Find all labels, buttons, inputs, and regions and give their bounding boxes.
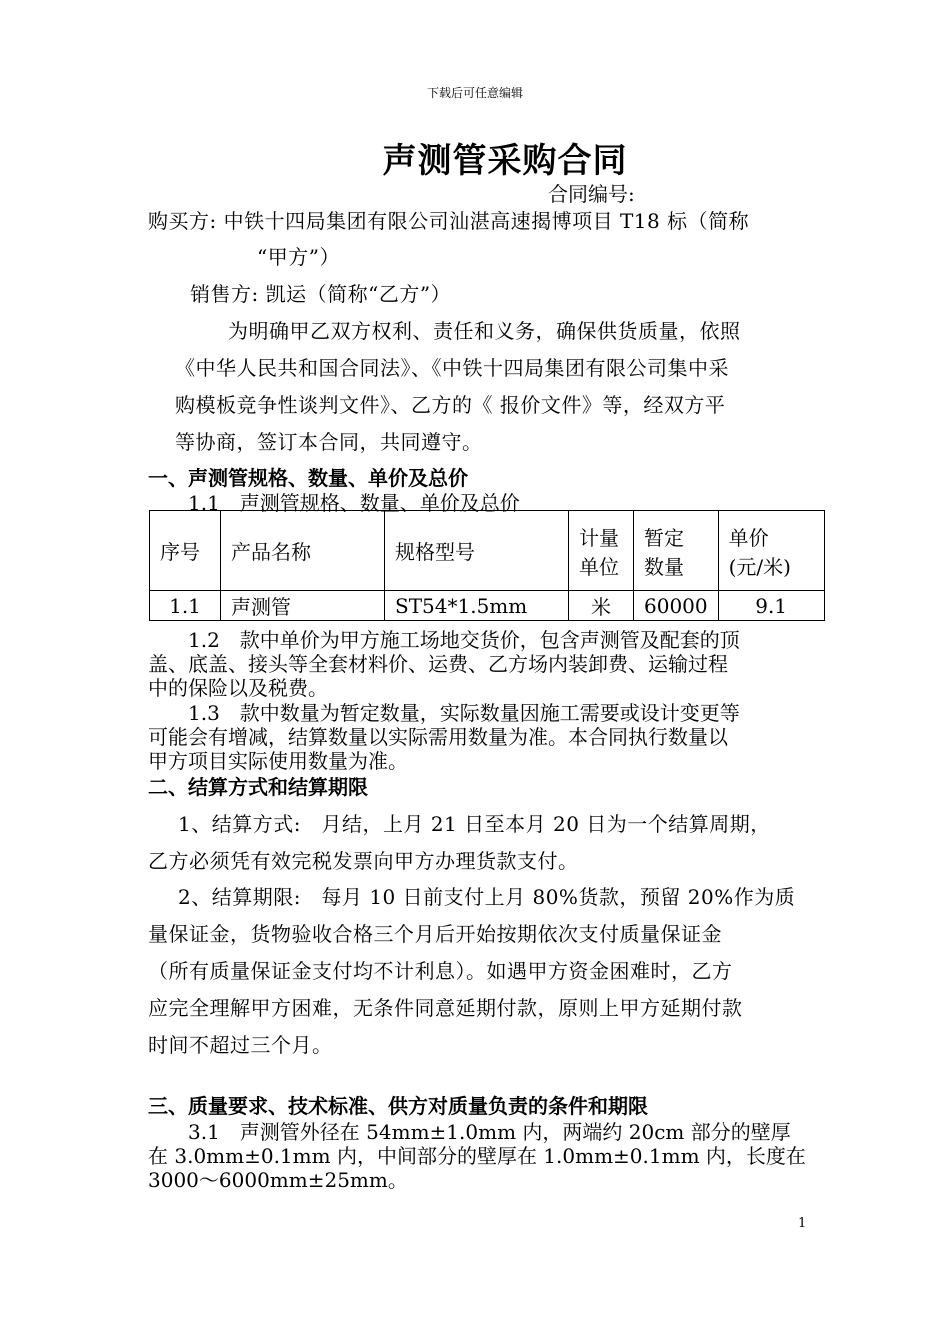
table-header-row — [150, 511, 825, 591]
settlement-period-line-4: 应完全理解甲方困难，无条件同意延期付款，原则上甲方延期付款 — [148, 996, 743, 1020]
para-3-1-line-2: 在 3.0mm±0.1mm 内，中间部分的壁厚在 1.0mm±0.1mm 内，长度在 — [148, 1144, 806, 1168]
buyer-line-2: “甲方”） — [257, 245, 340, 269]
settlement-period-line-5: 时间不超过三个月。 — [148, 1033, 333, 1057]
settlement-period-line-3: （所有质量保证金支付均不计利息）。如遇甲方资金困难时，乙方 — [148, 959, 733, 983]
intro-line-2: 《中华人民共和国合同法》、《中铁十四局集团有限公司集中采 — [175, 356, 729, 380]
para-3-1-line-3: 3000～6000mm±25mm。 — [148, 1168, 408, 1192]
section-1-heading: 一、声测管规格、数量、单价及总价 — [148, 466, 468, 490]
settlement-method-line-1: 1、结算方式: 月结，上月 21 日至本月 20 日为一个结算周期， — [178, 812, 771, 836]
para-1-3-line-2: 可能会有增减，结算数量以实际需用数量为准。本合同执行数量以 — [148, 725, 728, 749]
header-cell-price: 单价 (元/米) — [718, 511, 824, 591]
intro-line-4: 等协商，签订本合同，共同遵守。 — [175, 430, 483, 454]
cell-spec: ST54*1.5mm — [385, 591, 569, 621]
para-1-3-line-3: 甲方项目实际使用数量为准。 — [148, 749, 408, 773]
para-1-2-line-2: 盖、底盖、接头等全套材料价、运费、乙方场内装卸费、运输过程 — [148, 652, 728, 676]
cell-index: 1.1 — [150, 591, 221, 621]
header-cell-quantity: 暂定 数量 — [634, 511, 719, 591]
contract-number-label: 合同编号: — [548, 182, 635, 206]
buyer-line-1: 购买方: 中铁十四局集团有限公司汕湛高速揭博项目 T18 标（简称 — [148, 209, 750, 233]
page-header-note: 下载后可任意编辑 — [426, 86, 523, 100]
settlement-method-line-2: 乙方必须凭有效完税发票向甲方办理货款支付。 — [148, 849, 579, 873]
header-cell-unit: 计量 单位 — [569, 511, 634, 591]
section-1-1-heading: 1.1 声测管规格、数量、单价及总价 — [188, 491, 520, 515]
para-1-2-line-1: 1.2 款中单价为甲方施工场地交货价，包含声测管及配套的顶 — [188, 628, 740, 652]
para-3-1-line-1: 3.1 声测管外径在 54mm±1.0mm 内，两端约 20cm 部分的壁厚 — [188, 1120, 791, 1144]
settlement-period-line-2: 量保证金，货物验收合格三个月后开始按期依次支付质量保证金 — [148, 922, 722, 946]
section-2-heading: 二、结算方式和结算期限 — [148, 775, 368, 799]
document-title: 声测管采购合同 — [382, 141, 628, 181]
cell-unit: 米 — [569, 591, 634, 621]
header-cell-spec: 规格型号 — [385, 511, 569, 591]
cell-quantity: 60000 — [634, 591, 719, 621]
para-1-3-line-1: 1.3 款中数量为暂定数量，实际数量因施工需要或设计变更等 — [188, 701, 740, 725]
header-cell-product: 产品名称 — [221, 511, 385, 591]
spec-table — [149, 510, 825, 621]
header-cell-index: 序号 — [150, 511, 221, 591]
page-number: 1 — [798, 1216, 807, 1231]
cell-product: 声测管 — [221, 591, 385, 621]
table-row — [150, 591, 825, 621]
settlement-period-line-1: 2、结算期限: 每月 10 日前支付上月 80%货款，预留 20%作为质 — [178, 885, 796, 909]
intro-line-1: 为明确甲乙双方权利、责任和义务，确保供货质量，依照 — [228, 319, 741, 343]
intro-line-3: 购模板竞争性谈判文件》、乙方的《 报价文件》等，经双方平 — [175, 393, 726, 417]
cell-price: 9.1 — [718, 591, 824, 621]
seller-line: 销售方: 凯运（简称“乙方”） — [190, 282, 452, 306]
para-1-2-line-3: 中的保险以及税费。 — [148, 676, 328, 700]
section-3-heading: 三、质量要求、技术标准、供方对质量负责的条件和期限 — [148, 1094, 648, 1118]
